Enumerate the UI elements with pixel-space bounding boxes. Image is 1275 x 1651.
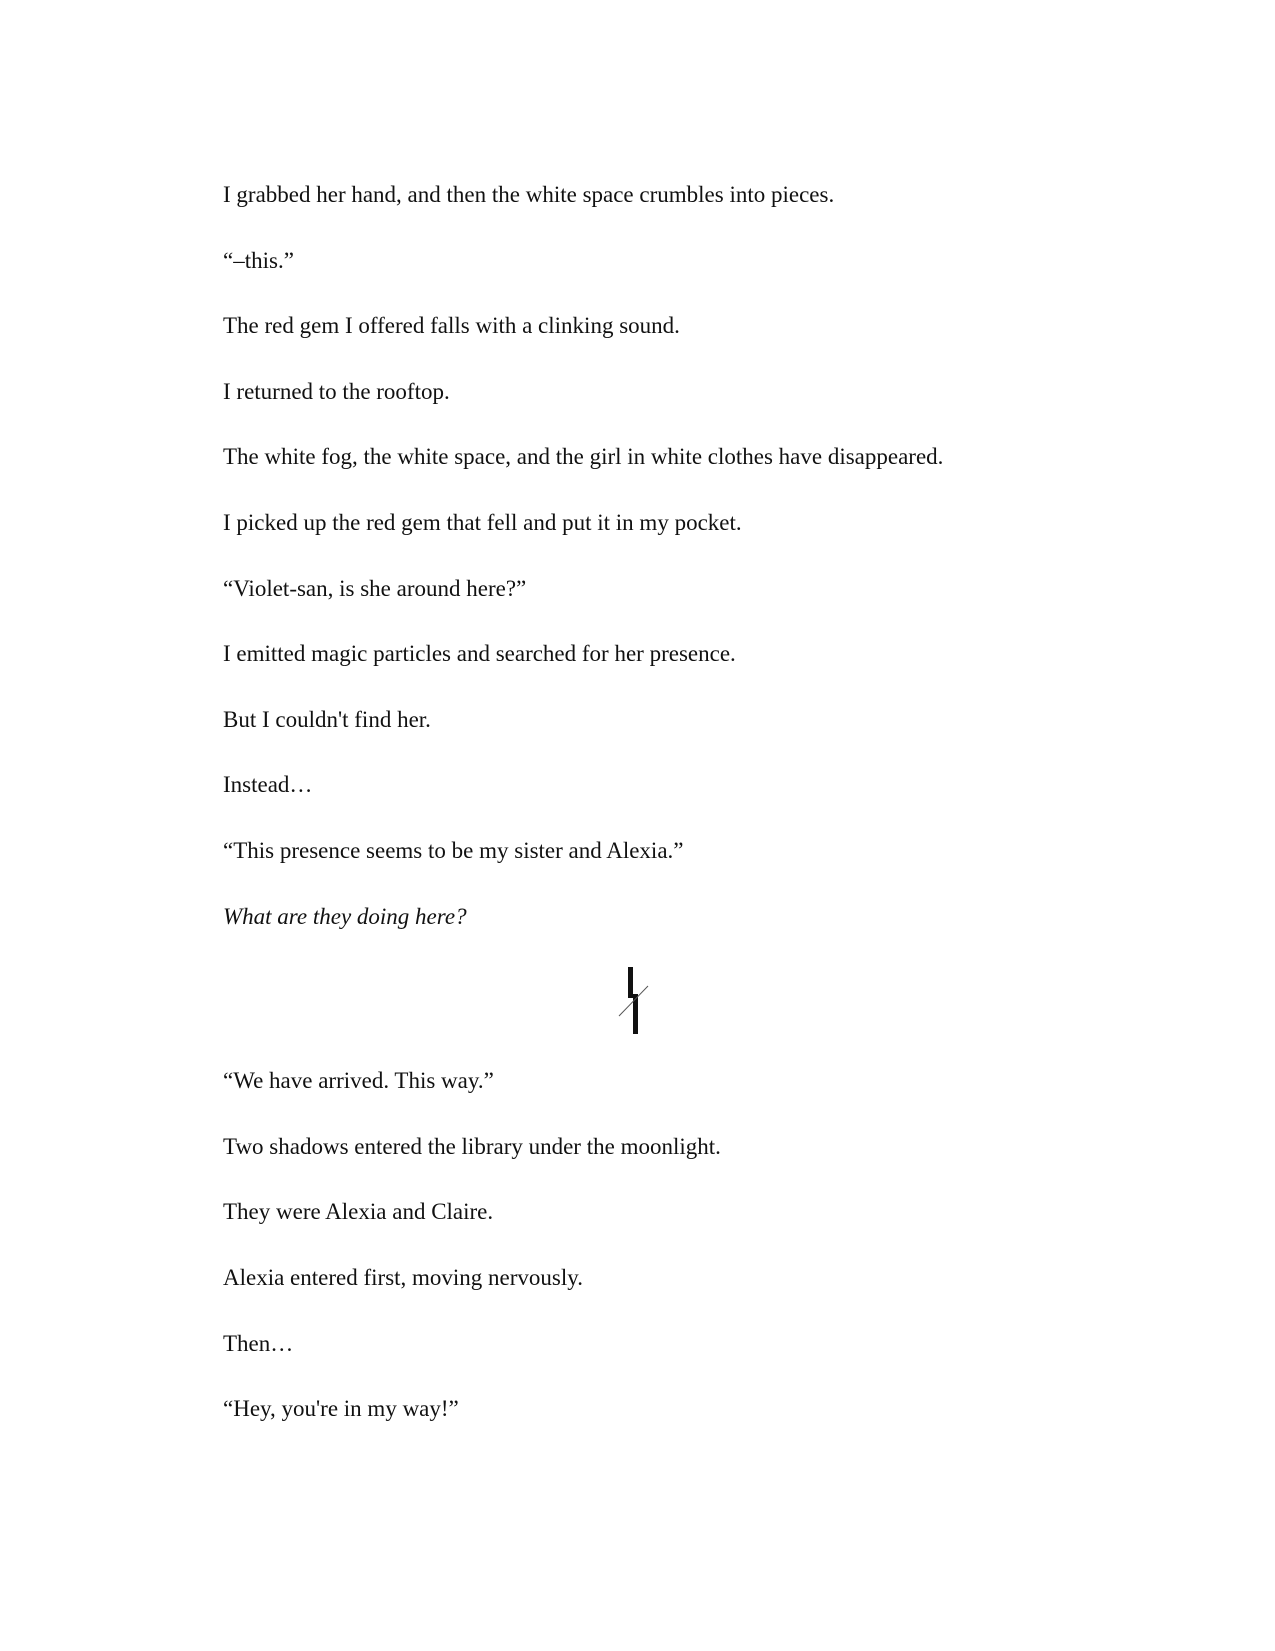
paragraph: “We have arrived. This way.” xyxy=(223,1068,494,1093)
paragraph: I picked up the red gem that fell and put it in my pocket. xyxy=(223,510,742,535)
paragraph: “Violet-san, is she around here?” xyxy=(223,576,527,601)
sword-divider-icon xyxy=(614,966,654,1036)
paragraph: But I couldn't find her. xyxy=(223,707,431,732)
paragraph: Then… xyxy=(223,1331,294,1356)
paragraph: “–this.” xyxy=(223,248,294,273)
paragraph-italic: What are they doing here? xyxy=(223,904,467,929)
paragraph: The red gem I offered falls with a clinking sound. xyxy=(223,313,680,338)
paragraph: I grabbed her hand, and then the white space crumbles into pieces. xyxy=(223,182,835,207)
paragraph: Two shadows entered the library under the moonlight. xyxy=(223,1134,721,1159)
paragraph: I returned to the rooftop. xyxy=(223,379,450,404)
paragraph: They were Alexia and Claire. xyxy=(223,1199,494,1224)
paragraph: “This presence seems to be my sister and Alexia.” xyxy=(223,838,684,863)
paragraph: The white fog, the white space, and the girl in white clothes have disappeared. xyxy=(223,444,944,469)
paragraph: Alexia entered first, moving nervously. xyxy=(223,1265,584,1290)
paragraph: “Hey, you're in my way!” xyxy=(223,1396,459,1421)
paragraph: Instead… xyxy=(223,772,313,797)
paragraph: I emitted magic particles and searched for her presence. xyxy=(223,641,736,666)
